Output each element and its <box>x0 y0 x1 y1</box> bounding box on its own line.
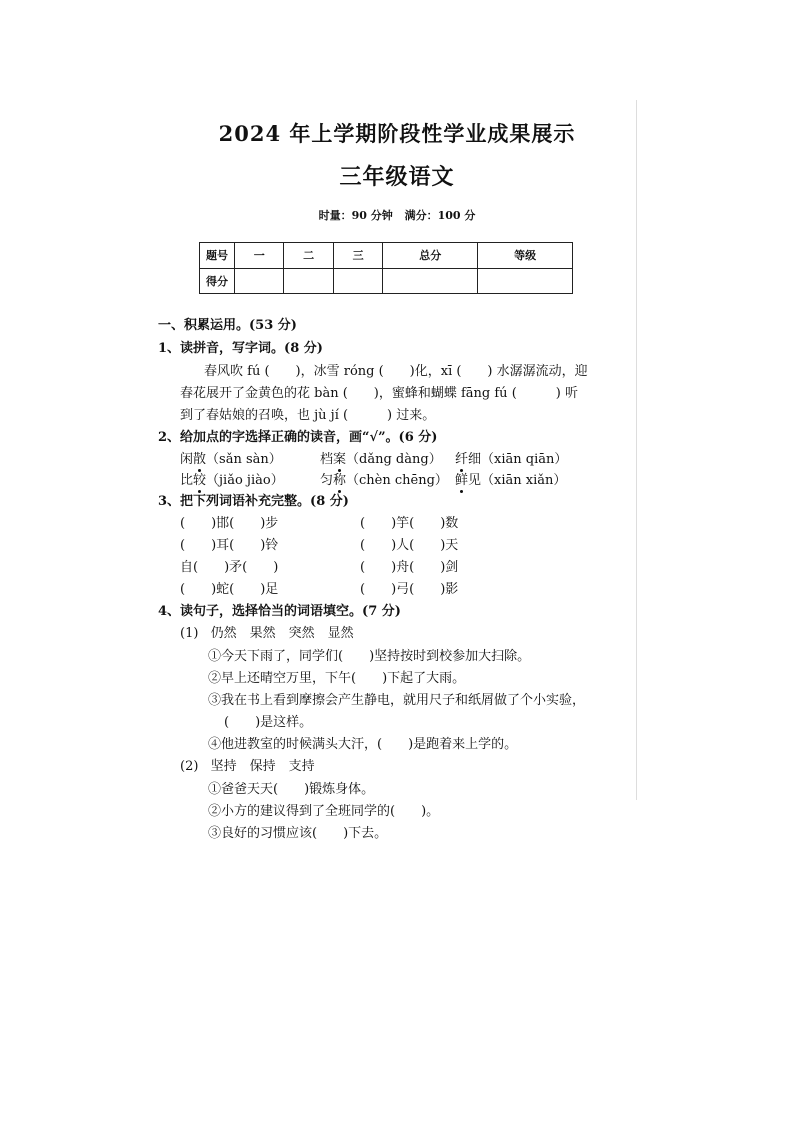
score-cell: 二 <box>284 243 333 269</box>
part-label: (2) <box>180 759 199 774</box>
idiom-blank: 自( )矛( ) <box>180 560 279 575</box>
idiom-blank: ( )人( )天 <box>360 538 459 553</box>
question-1-line: 春花展开了金黄色的花 bàn ( )，蜜蜂和蝴蝶 fāng fú ( ) 听 <box>180 386 578 401</box>
scan-edge <box>636 100 637 800</box>
question-4-title: 4、读句子，选择恰当的词语填空。(7 分) <box>158 604 401 619</box>
idiom-blank: ( )耳( )铃 <box>180 538 279 553</box>
part-label: (1) <box>180 626 199 641</box>
word-bank-2 <box>180 755 315 774</box>
question-1-title: 1、读拼音，写字词。(8 分) <box>158 341 323 356</box>
score-cell: 等级 <box>478 243 573 269</box>
score-cell: 总分 <box>383 243 478 269</box>
word-bank-1 <box>180 622 354 641</box>
word-choices: 仍然 果然 突然 显然 <box>210 626 354 641</box>
section-heading: 一、积累运用。(53 分) <box>158 318 297 333</box>
question-2-options <box>180 448 580 492</box>
fill-sentence: ③良好的习惯应该( )下去。 <box>208 826 388 841</box>
score-table-header-row <box>200 243 573 269</box>
fill-sentence: ①今天下雨了，同学们( )坚持按时到校参加大扫除。 <box>208 649 531 664</box>
question-1-line: 到了春姑娘的召唤，也 jù jí ( ) 过来。 <box>180 408 436 423</box>
idiom-blank: ( )竽( )数 <box>360 516 459 531</box>
pinyin-item: 闲散（sǎn sàn） <box>180 452 282 467</box>
score-input-cell[interactable] <box>383 268 478 294</box>
question-3-title: 3、把下列词语补充完整。(8 分) <box>158 494 349 509</box>
fill-sentence: ④他进教室的时候满头大汗，( )是跑着来上学的。 <box>208 737 518 752</box>
pinyin-item: 纤细（xiān qiān） <box>455 452 568 467</box>
pinyin-item: 匀称（chèn chēng） <box>320 473 448 488</box>
score-input-cell[interactable] <box>284 268 333 294</box>
score-input-cell[interactable] <box>333 268 382 294</box>
exam-meta <box>0 207 794 223</box>
fill-sentence: ②小方的建议得到了全班同学的( )。 <box>208 804 440 819</box>
score-input-cell[interactable] <box>478 268 573 294</box>
score-input-cell[interactable] <box>235 268 284 294</box>
pinyin-item: 鲜见（xiān xiǎn） <box>455 473 567 488</box>
fill-sentence: ( )是这样。 <box>224 715 313 730</box>
score-cell: 一 <box>235 243 284 269</box>
pinyin-item: 比较（jiǎo jiào） <box>180 473 284 488</box>
score-cell: 题号 <box>200 243 235 269</box>
score-cell: 三 <box>333 243 382 269</box>
idiom-blank: ( )邯( )步 <box>180 516 279 531</box>
exam-title: 2024 年上学期阶段性学业成果展示 <box>218 121 576 146</box>
time-label: 时量：90 分钟 <box>318 209 393 222</box>
idiom-blank: ( )舟( )剑 <box>360 560 459 575</box>
exam-subtitle: 三年级语文 <box>339 164 455 190</box>
idiom-blank: ( )蛇( )足 <box>180 582 279 597</box>
score-table <box>199 242 573 294</box>
score-label: 满分：100 分 <box>404 209 476 222</box>
idiom-blank: ( )弓( )影 <box>360 582 459 597</box>
score-cell: 得分 <box>200 268 235 294</box>
fill-sentence: ③我在书上看到摩擦会产生静电，就用尺子和纸屑做了个小实验， <box>208 693 586 708</box>
fill-sentence: ②早上还晴空万里，下午( )下起了大雨。 <box>208 671 466 686</box>
pinyin-item: 档案（dǎng dàng） <box>320 452 442 467</box>
question-2-title: 2、给加点的字选择正确的读音，画“√”。(6 分) <box>158 430 438 445</box>
score-table-score-row <box>200 268 573 294</box>
question-1-line: 春风吹 fú ( )，冰雪 róng ( )化，xī ( ) 水潺潺流动，迎 <box>204 364 588 379</box>
word-choices: 坚持 保持 支持 <box>210 759 315 774</box>
fill-sentence: ①爸爸天天( )锻炼身体。 <box>208 782 375 797</box>
